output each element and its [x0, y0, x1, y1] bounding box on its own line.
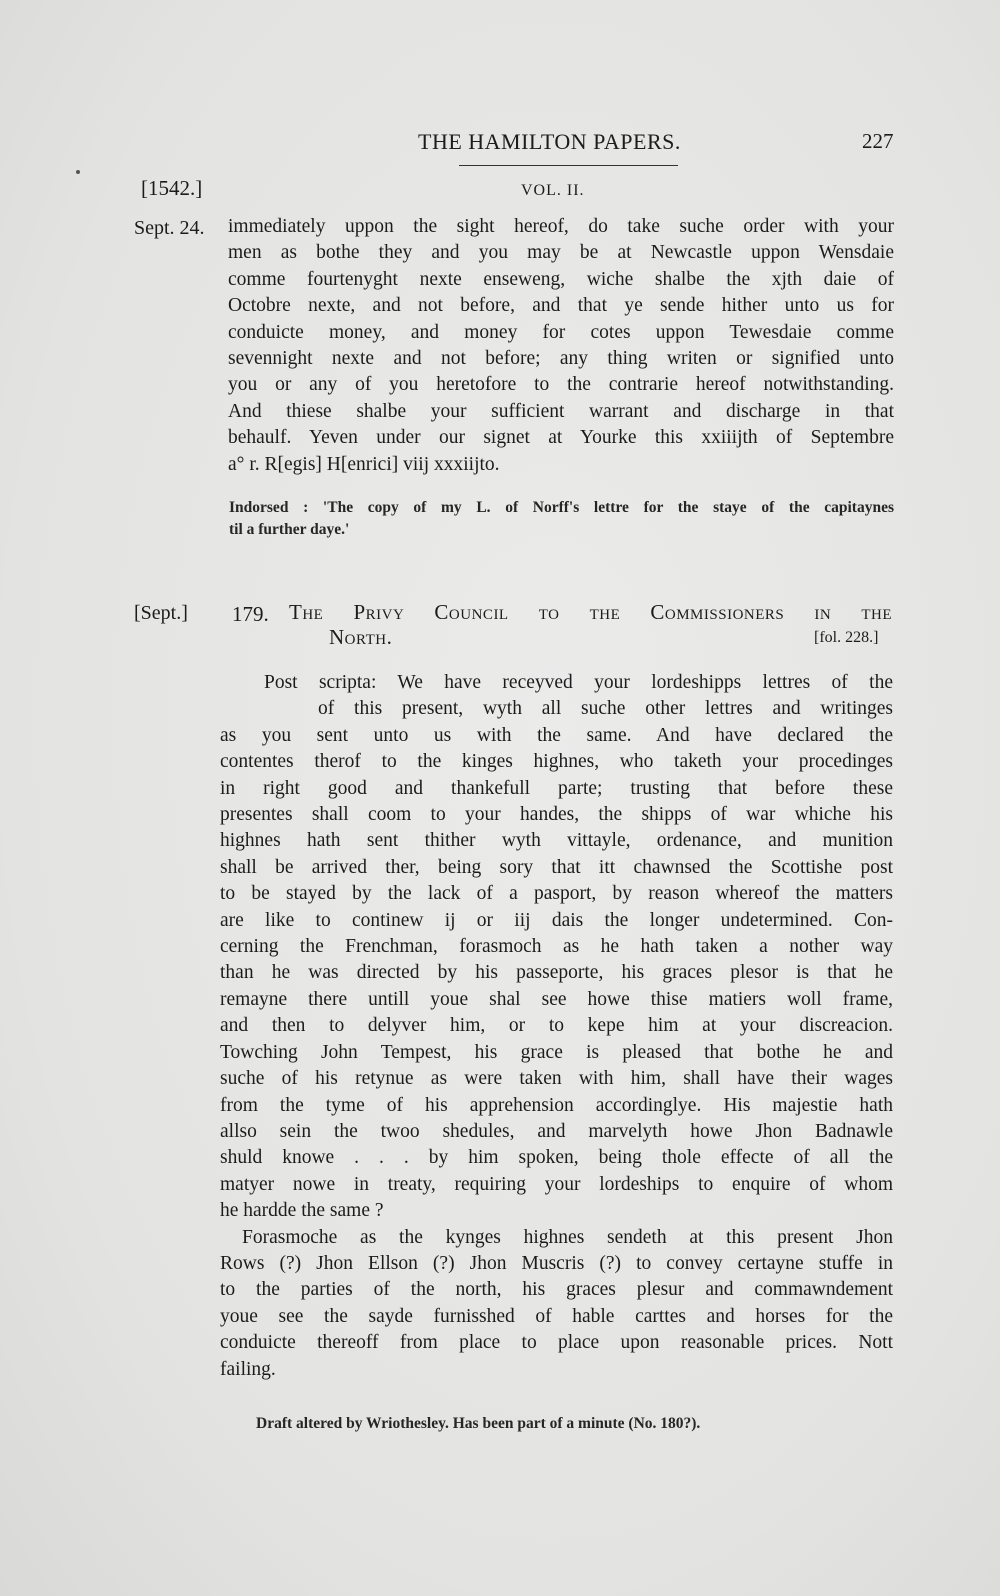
- postscript-body: [220, 670, 893, 1383]
- title-line: North.: [329, 625, 393, 649]
- text-line: Forasmoche as the kynges highnes sendeth at this present Jhon: [242, 1226, 893, 1248]
- letter-date: Sept. 24.: [134, 217, 205, 239]
- text-line: than he was directed by his passeporte, his graces plesor is that he: [220, 962, 893, 984]
- text-line: shall be arrived ther, being sory that itt chawnsed the Scottishe post: [220, 856, 893, 878]
- text-line: matyer nowe in treaty, requiring your lordeships to enquire of whom: [220, 1173, 893, 1195]
- editorial-note: Draft altered by Wriothesley. Has been part of a minute (No. 180?).: [256, 1415, 701, 1432]
- text-line: presentes shall coom to your handes, the shipps of war whiche his: [220, 804, 893, 826]
- volume-label: VOL. II.: [521, 182, 585, 199]
- text-line: Towching John Tempest, his grace is pleased that bothe he and: [220, 1041, 893, 1063]
- text-line: a° r. R[egis] H[enrici] viij xxxiijto.: [228, 453, 500, 475]
- text-line: immediately uppon the sight hereof, do take suche order with your: [228, 216, 894, 237]
- text-line: in right good and thankefull parte; trusting that before these: [220, 777, 893, 799]
- text-line: comme fourtenyght nexte enseweng, wiche shalbe the xjth daie of: [228, 268, 894, 290]
- title-line: The Privy Council to the Commissioners in the: [289, 600, 892, 624]
- margin-speck: [76, 170, 80, 174]
- folio-reference: [fol. 228.]: [814, 629, 879, 646]
- letter-body: [228, 214, 894, 478]
- text-line: Indorsed : 'The copy of my L. of Norff's lettre for the staye of the capitaynes: [229, 499, 894, 516]
- text-line: Rows (?) Jhon Ellson (?) Jhon Muscris (?) to convey certayne stuffe in: [220, 1252, 893, 1274]
- text-line: Octobre nexte, and not before, and that ye sende hither unto us for: [228, 295, 894, 317]
- document-number: 179.: [232, 602, 269, 626]
- text-line: highnes hath sent thither wyth vittayle, ordenance, and munition: [220, 830, 893, 852]
- text-line: conduicte money, and money for cotes uppon Tewesdaie comme: [228, 321, 894, 343]
- document-date: [Sept.]: [134, 602, 188, 624]
- text-line: remayne there untill youe shal see howe thise matiers woll frame,: [220, 988, 893, 1010]
- text-line: men as bothe they and you may be at Newcastle uppon Wensdaie: [228, 242, 894, 264]
- text-line: til a further daye.': [229, 521, 350, 538]
- year-marker: [1542.]: [141, 176, 203, 200]
- text-line: he hardde the same ?: [220, 1200, 384, 1222]
- text-line: conduicte thereoff from place to place upon reasonable prices. Nott: [220, 1332, 893, 1354]
- text-line: And thiese shalbe your sufficient warrant and discharge in that: [228, 400, 894, 422]
- text-line: to be stayed by the lack of a pasport, by reason whereof the matters: [220, 883, 893, 905]
- text-line: Post scripta: We have receyved your lordeshipps lettres of the: [264, 672, 893, 693]
- text-line: contentes therof to the kinges highnes, who taketh your procedinges: [220, 751, 893, 773]
- text-line: to the parties of the north, his graces plesur and commawndement: [220, 1279, 893, 1301]
- text-line: allso sein the twoo shedules, and marvelyth howe Jhon Badnawle: [220, 1120, 893, 1142]
- endorsement-note: [229, 497, 894, 541]
- text-line: are like to continew ij or iij dais the longer undetermined. Con-: [220, 909, 893, 931]
- text-line: of this present, wyth all suche other lettres and writinges: [318, 698, 893, 720]
- text-line: suche of his retynue as were taken with him, shall have their wages: [220, 1068, 893, 1090]
- text-line: failing.: [220, 1358, 276, 1380]
- text-line: behaulf. Yeven under our signet at Yourke this xxiiijth of Septembre: [228, 427, 894, 449]
- text-line: from the tyme of his apprehension accordinglye. His majestie hath: [220, 1094, 893, 1116]
- text-line: as you sent unto us with the same. And have declared the: [220, 724, 893, 746]
- text-line: you or any of you heretofore to the contrarie hereof notwithstanding.: [228, 374, 894, 396]
- header-rule: [459, 165, 678, 166]
- document-title: [289, 600, 892, 650]
- running-title: THE HAMILTON PAPERS.: [418, 129, 681, 154]
- text-line: sevennight nexte and not before; any thing writen or signified unto: [228, 348, 894, 370]
- text-line: cerning the Frenchman, forasmoch as he hath taken a nother way: [220, 936, 893, 958]
- text-line: shuld knowe . . . by him spoken, being thole effecte of all the: [220, 1147, 893, 1169]
- text-line: and then to delyver him, or to kepe him at your discreacion.: [220, 1015, 893, 1037]
- page-number: 227: [862, 129, 894, 153]
- text-line: youe see the sayde furnisshed of hable carttes and horses for the: [220, 1305, 893, 1327]
